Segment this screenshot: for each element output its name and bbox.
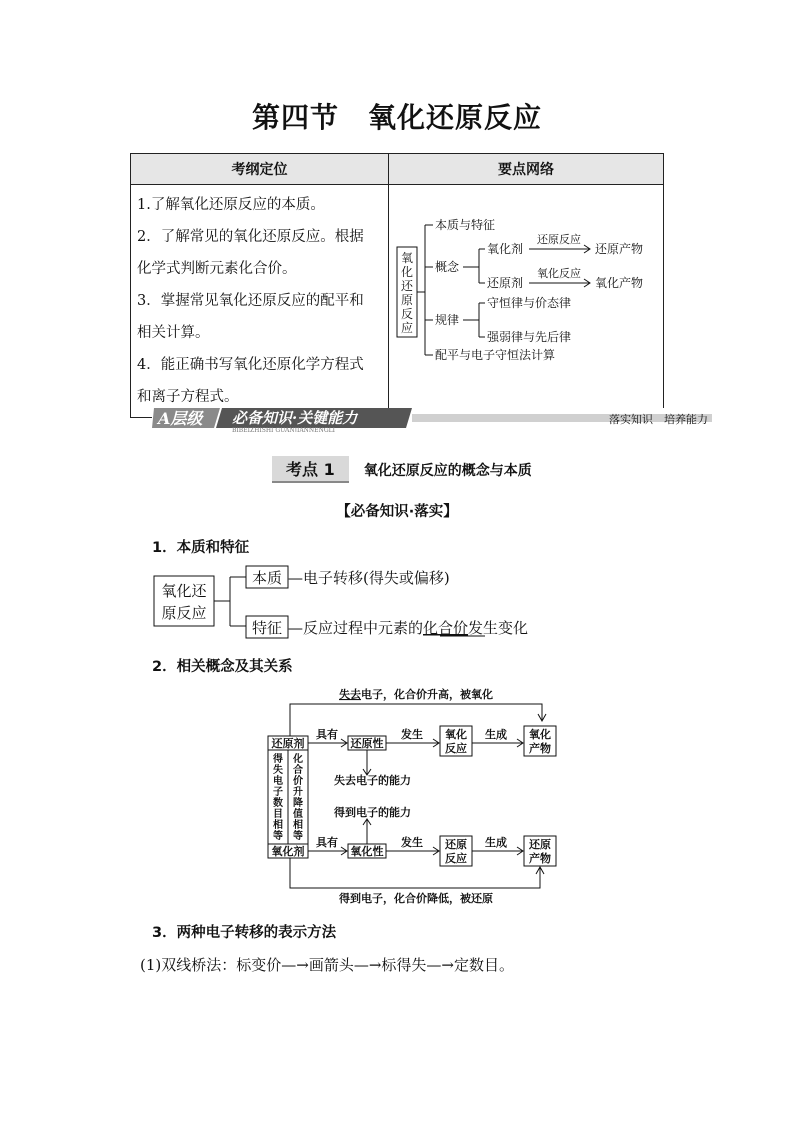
s2-right-char: 降 [293, 798, 303, 809]
level-banner [152, 408, 712, 432]
objective-line: 4．能正确书写氧化还原化学方程式 [137, 357, 364, 373]
s2-gain-ability: 得到电子的能力 [334, 806, 411, 819]
header-network: 要点网络 [389, 154, 664, 185]
s2-top-prefix: 失去 [339, 688, 361, 701]
s2-oxidant: 氧化剂 [271, 845, 305, 858]
section-label: 【必备知识·落实】 [336, 504, 458, 520]
s2-left-char: 相 [273, 820, 283, 831]
s1-feature-label: 特征 [251, 619, 283, 637]
s2-has-top: 具有 [316, 728, 338, 741]
s2-right-char: 合 [293, 765, 303, 776]
network-oxidation-reaction: 氧化反应 [537, 267, 581, 280]
s2-left-char: 目 [273, 809, 283, 820]
objective-line: 化学式判断元素化合价。 [137, 261, 297, 277]
s2-top-caption [339, 687, 493, 701]
banner-level: A层级 [158, 409, 203, 428]
network-reduction-reaction: 还原反应 [537, 233, 581, 246]
network-reductant: 还原剂 [487, 276, 524, 290]
network-law-strength: 强弱律与先后律 [487, 330, 572, 344]
concept-network-diagram [389, 185, 663, 403]
s2-red-reaction: 反应 [445, 852, 467, 865]
network-law-conservation: 守恒律与价态律 [487, 296, 572, 310]
s2-ox-reaction: 氧化 [445, 728, 467, 741]
s2-oxidizability: 氧化性 [350, 845, 384, 858]
s2-left-char: 子 [273, 787, 283, 798]
kaodian-label: 考点 1 [272, 456, 349, 483]
objective-line: 1.了解氧化还原反应的本质。 [137, 197, 325, 213]
s2-heading: 2．相关概念及其关系 [152, 659, 293, 675]
network-oxidant: 氧化剂 [487, 242, 524, 256]
s2-generates-bottom: 生成 [485, 836, 507, 849]
s2-right-char: 价 [293, 776, 303, 787]
s1-essence-text: —电子转移(得失或偏移) [288, 569, 450, 587]
s2-top-rest: 电子，化合价升高，被氧化 [361, 688, 493, 701]
s1-root-line: 氧化还 [161, 582, 207, 600]
objective-line: 2．了解常见的氧化还原反应。根据 [137, 229, 364, 245]
s2-left-char: 电 [273, 776, 283, 787]
s1-feature-text [288, 619, 528, 637]
objective-line: 3．掌握常见氧化还原反应的配平和 [137, 293, 364, 309]
objective-line: 相关计算。 [137, 325, 210, 341]
page-title: 第四节 氧化还原反应 [251, 101, 542, 134]
s2-occurs-top: 发生 [401, 728, 423, 741]
s2-reductant: 还原剂 [271, 737, 305, 750]
network-root-char: 还 [400, 279, 414, 293]
banner-pinyin: BIBEIZHISHI GUANJIANNENGLI [232, 427, 335, 432]
s2-right-char: 等 [293, 831, 303, 842]
s1-feature-suffix: 发生变化 [468, 619, 529, 637]
banner-title: 必备知识·关键能力 [232, 409, 358, 427]
network-branch-concept: 概念 [435, 260, 460, 274]
network-reduction-product: 还原产物 [595, 242, 644, 256]
s2-right-char: 相 [293, 820, 303, 831]
s2-right-char: 值 [293, 809, 303, 820]
s2-ox-product: 氧化 [529, 728, 551, 741]
network-branch-law: 规律 [435, 313, 460, 327]
s2-bottom-caption: 得到电子，化合价降低，被还原 [339, 892, 493, 905]
s3-heading: 3．两种电子转移的表示方法 [152, 925, 337, 941]
s2-right-char: 升 [293, 787, 303, 798]
banner-right-text: 落实知识 培养能力 [609, 413, 708, 426]
concept-relation-diagram [260, 684, 570, 906]
header-objectives: 考纲定位 [131, 154, 389, 185]
network-branch-essence: 本质与特征 [435, 218, 496, 232]
s1-feature-underline: 化合价 [423, 619, 469, 637]
s2-left-char: 数 [273, 798, 283, 809]
network-root-char: 原 [400, 293, 414, 307]
s2-left-char: 等 [273, 831, 283, 842]
s2-reducibility: 还原性 [350, 737, 384, 750]
network-root-char: 反 [400, 307, 414, 321]
outline-table [130, 153, 664, 418]
objective-line: 和离子方程式。 [137, 389, 239, 405]
s1-heading: 1．本质和特征 [152, 540, 250, 556]
s2-red-reaction: 还原 [445, 838, 467, 851]
s3-line: (1)双线桥法：标变价—→画箭头—→标得失—→定数目。 [140, 956, 514, 974]
network-root-char: 化 [400, 265, 414, 279]
s2-has-bottom: 具有 [316, 836, 338, 849]
s1-essence-label: 本质 [251, 569, 283, 587]
s2-red-product: 产物 [529, 852, 551, 865]
network-cell [389, 185, 664, 418]
network-root-char: 氧 [400, 251, 414, 265]
s1-root-line: 原反应 [161, 604, 207, 622]
s2-ox-product: 产物 [529, 742, 551, 755]
network-root-char: 应 [400, 321, 414, 335]
s2-red-product: 还原 [529, 838, 551, 851]
s2-left-char: 失 [273, 765, 283, 776]
s2-generates-top: 生成 [485, 728, 507, 741]
s2-right-char: 化 [293, 754, 303, 765]
s2-ox-reaction: 反应 [445, 742, 467, 755]
s2-lose-ability: 失去电子的能力 [334, 774, 411, 787]
kaodian-title: 氧化还原反应的概念与本质 [363, 463, 532, 479]
network-oxidation-product: 氧化产物 [595, 276, 644, 290]
s2-left-char: 得 [273, 754, 283, 765]
essence-diagram [150, 562, 580, 642]
objectives-cell [131, 185, 389, 418]
network-branch-balance: 配平与电子守恒法计算 [435, 348, 556, 362]
s2-occurs-bottom: 发生 [401, 836, 423, 849]
kaodian-heading [272, 456, 532, 483]
s1-feature-prefix: —反应过程中元素的 [288, 619, 424, 637]
